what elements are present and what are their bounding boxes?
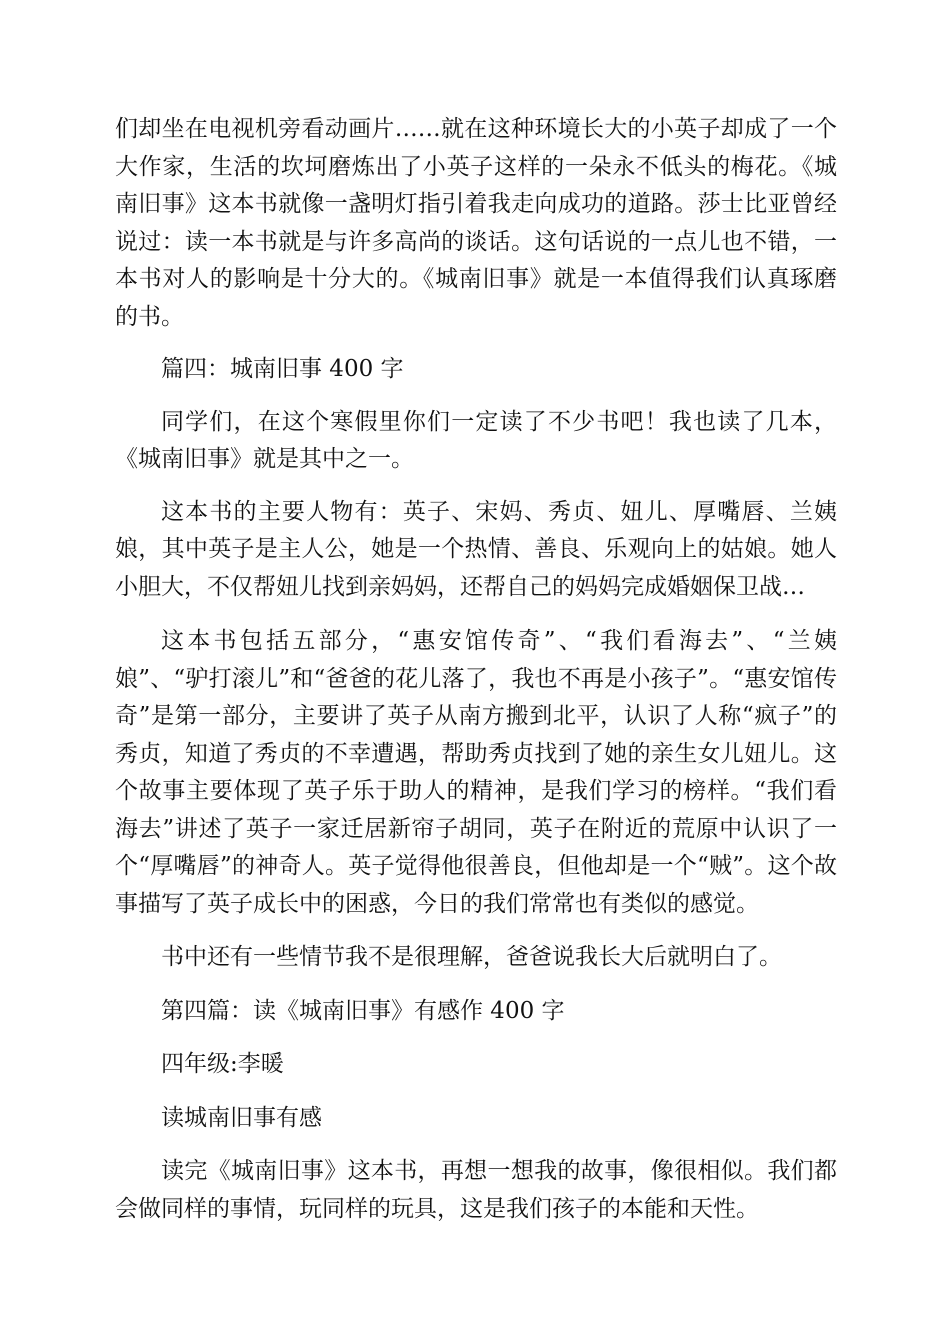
section-heading: 第四篇：读《城南旧事》有感作 400 字 (161, 997, 565, 1024)
essay-title: 读城南旧事有感 (161, 1104, 322, 1131)
body-paragraph: 同学们，在这个寒假里你们一定读了不少书吧！我也读了几本，《城南旧事》就是其中之一。 (115, 408, 837, 472)
body-paragraph: 这本书包括五部分，“惠安馆传奇”、“我们看海去”、“兰姨娘”、“驴打滚儿”和“爸爸的花儿落了，我也不再是小孩子”。“惠安馆传奇”是第一部分，主要讲了英子从南方搬到北平，认识了人称“疯子”的秀贞，知道了秀贞的不幸遭遇，帮助秀贞找到了她的亲生女儿妞儿。这个故事主要体现了英子乐于助人的精神，是我们学习的榜样。“我们看海去”讲述了英子一家迁居新帘子胡同，英子在附近的荒原中认识了一个“厚嘴唇”的神奇人。英子觉得他很善良，但他却是一个“贼”。这个故事描写了英子成长中的困惑，今日的我们常常也有类似的感觉。 (115, 628, 837, 917)
body-paragraph: 读完《城南旧事》这本书，再想一想我的故事，像很相似。我们都会做同样的事情，玩同样的玩具，这是我们孩子的本能和天性。 (115, 1158, 837, 1222)
body-paragraph: 们却坐在电视机旁看动画片……就在这种环境长大的小英子却成了一个大作家，生活的坎坷磨炼出了小英子这样的一朵永不低头的梅花。《城南旧事》这本书就像一盏明灯指引着我走向成功的道路。莎士比亚曾经说过：读一本书就是与许多高尚的谈话。这句话说的一点儿也不错，一本书对人的影响是十分大的。《城南旧事》就是一本值得我们认真琢磨的书。 (115, 116, 837, 330)
body-paragraph: 这本书的主要人物有：英子、宋妈、秀贞、妞儿、厚嘴唇、兰姨娘，其中英子是主人公，她是一个热情、善良、乐观向上的姑娘。她人小胆大，不仅帮妞儿找到亲妈妈，还帮自己的妈妈完成婚姻保卫战… (115, 498, 837, 600)
document-page (115, 111, 837, 1228)
author-line: 四年级:李暖 (161, 1051, 284, 1077)
body-paragraph: 书中还有一些情节我不是很理解，爸爸说我长大后就明白了。 (161, 944, 782, 970)
section-heading: 篇四：城南旧事 400 字 (161, 356, 404, 382)
